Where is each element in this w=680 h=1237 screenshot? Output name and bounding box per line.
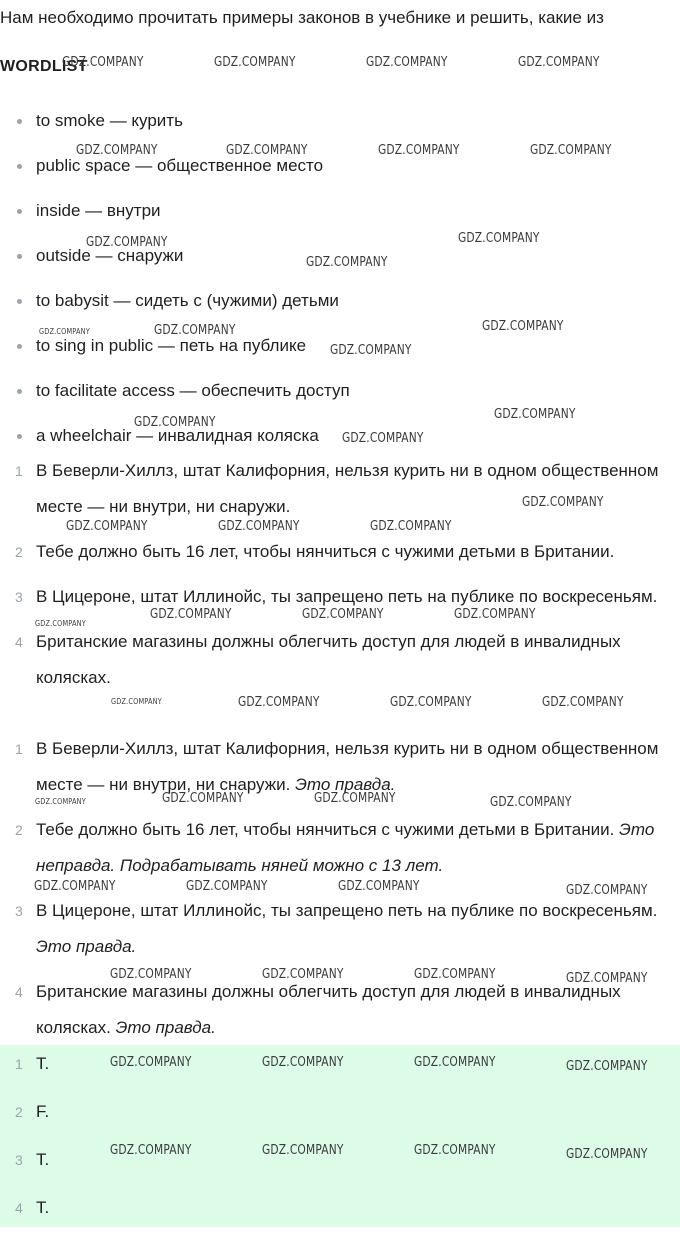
watermark: GDZ.COMPANY — [86, 235, 168, 250]
answer-value: T. — [36, 1198, 50, 1217]
watermark: GDZ.COMPANY — [366, 55, 448, 70]
item-number: 2 — [15, 822, 23, 838]
wordlist-item: to facilitate access — обеспечить доступ — [0, 373, 680, 418]
watermark: GDZ.COMPANY — [482, 319, 564, 334]
watermark: GDZ.COMPANY — [62, 55, 144, 70]
watermark: GDZ.COMPANY — [342, 431, 424, 446]
wordlist-item: public space — общественное место — [0, 148, 680, 193]
watermark: GDZ.COMPANY — [226, 143, 308, 158]
answer-value: T. — [36, 1054, 50, 1073]
law-item — [0, 534, 680, 570]
watermark: GDZ.COMPANY — [414, 967, 496, 982]
watermark: GDZ.COMPANY — [566, 1059, 648, 1074]
watermark: GDZ.COMPANY — [522, 495, 604, 510]
law-verdict: Это неправда. Подрабатывать няней можно с 13 лет. — [36, 820, 655, 875]
law-text: Британские магазины должны облегчить доступ для людей в инвалидных колясках. — [36, 982, 621, 1037]
watermark: GDZ.COMPANY — [314, 791, 396, 806]
watermark: GDZ.COMPANY — [414, 1055, 496, 1070]
watermark: GDZ.COMPANY — [338, 879, 420, 894]
item-number: 3 — [15, 589, 23, 605]
watermark: GDZ.COMPANY — [566, 883, 648, 898]
watermark: GDZ.COMPANY — [414, 1143, 496, 1158]
watermark: GDZ.COMPANY — [110, 967, 192, 982]
watermark: GDZ.COMPANY — [154, 323, 236, 338]
watermark: GDZ.COMPANY — [110, 1055, 192, 1070]
watermark: GDZ.COMPANY — [238, 695, 320, 710]
intro-text: Нам необходимо прочитать примеры законов в учебнике и решить, какие из — [0, 8, 604, 27]
watermark: GDZ.COMPANY — [262, 1055, 344, 1070]
watermark: GDZ.COMPANY — [34, 879, 116, 894]
watermark: GDZ.COMPANY — [186, 879, 268, 894]
watermark: GDZ.COMPANY — [111, 697, 162, 706]
watermark: GDZ.COMPANY — [390, 695, 472, 710]
watermark: GDZ.COMPANY — [39, 327, 90, 336]
watermark: GDZ.COMPANY — [370, 519, 452, 534]
law-text: В Беверли-Хиллз, штат Калифорния, нельзя курить ни в одном общественном месте — ни внутри, ни снаружи. — [36, 461, 659, 516]
answer-value: T. — [36, 1150, 50, 1169]
watermark: GDZ.COMPANY — [262, 967, 344, 982]
watermark: GDZ.COMPANY — [330, 343, 412, 358]
watermark: GDZ.COMPANY — [518, 55, 600, 70]
watermark: GDZ.COMPANY — [214, 55, 296, 70]
law-text: Британские магазины должны облегчить доступ для людей в инвалидных колясках. — [36, 632, 621, 687]
watermark: GDZ.COMPANY — [454, 607, 536, 622]
item-number: 4 — [15, 1200, 23, 1216]
watermark: GDZ.COMPANY — [530, 143, 612, 158]
wordlist-item: to babysit — сидеть с (чужими) детьми — [0, 283, 680, 328]
watermark: GDZ.COMPANY — [458, 231, 540, 246]
law-verdict: Это правда. — [295, 775, 396, 794]
law-verdict: Это правда. — [115, 1018, 216, 1037]
item-number: 2 — [15, 1104, 23, 1120]
watermark: GDZ.COMPANY — [494, 407, 576, 422]
watermark: GDZ.COMPANY — [35, 797, 86, 806]
watermark: GDZ.COMPANY — [66, 519, 148, 534]
law-item — [0, 624, 680, 696]
wordlist-heading: WORDLIST — [0, 58, 88, 75]
watermark: GDZ.COMPANY — [35, 619, 86, 628]
watermark: GDZ.COMPANY — [150, 607, 232, 622]
item-number: 1 — [15, 741, 23, 757]
law-text: Тебе должно быть 16 лет, чтобы нянчиться с чужими детьми в Британии. — [36, 820, 615, 839]
item-number: 2 — [15, 544, 23, 560]
item-number: 4 — [15, 984, 23, 1000]
watermark: GDZ.COMPANY — [378, 143, 460, 158]
watermark: GDZ.COMPANY — [566, 1147, 648, 1162]
answer-item — [0, 1189, 680, 1237]
wordlist-item: a wheelchair — инвалидная коляска — [0, 418, 680, 463]
watermark: GDZ.COMPANY — [306, 255, 388, 270]
watermark: GDZ.COMPANY — [110, 1143, 192, 1158]
law-checked-item — [0, 893, 680, 965]
law-verdict: Это правда. — [36, 937, 137, 956]
watermark: GDZ.COMPANY — [134, 415, 216, 430]
law-text: В Беверли-Хиллз, штат Калифорния, нельзя курить ни в одном общественном месте — ни внутри, ни снаружи. — [36, 739, 659, 794]
wordlist-item: to smoke — курить — [0, 103, 680, 148]
watermark: GDZ.COMPANY — [262, 1143, 344, 1158]
watermark: GDZ.COMPANY — [542, 695, 624, 710]
law-checked-item — [0, 812, 680, 884]
law-text: В Цицероне, штат Иллинойс, ты запрещено петь на публике по воскресеньям. — [36, 587, 658, 606]
laws-list — [0, 453, 680, 705]
answer-value: F. — [36, 1102, 50, 1121]
item-number: 3 — [15, 903, 23, 919]
law-text: В Цицероне, штат Иллинойс, ты запрещено петь на публике по воскресеньям. — [36, 901, 658, 920]
law-text: Тебе должно быть 16 лет, чтобы нянчиться с чужими детьми в Британии. — [36, 542, 615, 561]
watermark: GDZ.COMPANY — [490, 795, 572, 810]
item-number: 3 — [15, 1152, 23, 1168]
wordlist-item: outside — снаружи — [0, 238, 680, 283]
wordlist-item: to sing in public — петь на публике — [0, 328, 680, 373]
wordlist-item: inside — внутри — [0, 193, 680, 238]
watermark: GDZ.COMPANY — [218, 519, 300, 534]
watermark: GDZ.COMPANY — [76, 143, 158, 158]
item-number: 1 — [15, 463, 23, 479]
item-number: 1 — [15, 1056, 23, 1072]
law-item — [0, 453, 680, 525]
watermark: GDZ.COMPANY — [566, 971, 648, 986]
item-number: 4 — [15, 634, 23, 650]
watermark: GDZ.COMPANY — [162, 791, 244, 806]
answer-item — [0, 1093, 680, 1141]
watermark: GDZ.COMPANY — [302, 607, 384, 622]
